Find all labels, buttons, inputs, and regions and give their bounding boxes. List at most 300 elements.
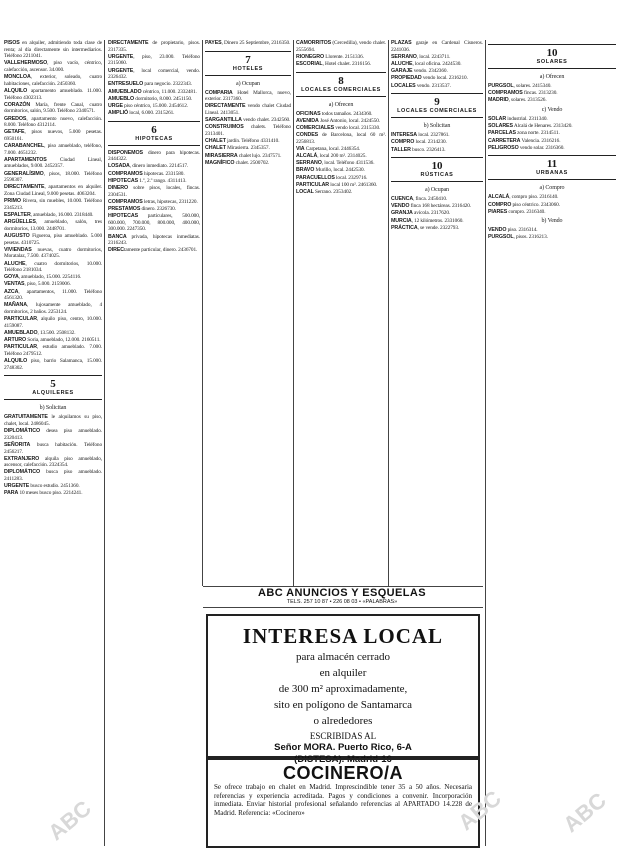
ad-text: busca habitación. Teléfono 2456217. — [4, 441, 102, 455]
column-divider — [388, 40, 389, 586]
ad-body: Se ofrece trabajo en chalet en Madrid. Imprescindible tener 35 a 50 años. Necesaria referencias y experiencia acreditada. Pagos y condiciones a convenir. Incorporación inmediata. Enviar historial profesional señalando referencias al APARTADO 14.228 de Madrid. Referencia: «Cocinero» — [214, 783, 472, 817]
classified-ad — [391, 203, 483, 210]
ad-lead: LOCAL — [296, 189, 314, 196]
section-title: RÚSTICAS — [420, 172, 454, 179]
classified-ad — [4, 469, 102, 482]
ad-lead: PAYÉS — [205, 40, 222, 46]
ad-text: todos tamaños. 2434360. — [320, 110, 373, 117]
ad-lead: CHALET — [205, 138, 226, 145]
ad-lead: PARA — [4, 490, 19, 497]
ad-lead: VENDO — [391, 203, 410, 210]
ad-lead: HIPOTECAS — [108, 213, 139, 220]
ad-text: local, 6.000. 2315261. — [128, 110, 175, 117]
ad-lead: PURGSOL — [488, 83, 514, 89]
ad-text: María, frente Canal, cuatro dormitorios, salón, 9.500. Teléfono 2340571. — [4, 101, 102, 115]
ad-text: privada, hipotecas inmediatas. 2316243. — [108, 233, 200, 247]
ad-text: , apartamentos, 11.000. Teléfono 4561320. — [4, 288, 102, 302]
ad-lead: PURGSOL — [488, 234, 514, 241]
classified-ad — [205, 40, 291, 47]
ad-lead: COMERCIALES — [296, 124, 335, 131]
ad-text: , amueblado, 16.000. 2318440. — [30, 211, 94, 218]
ad-text: Murillo, local. 2442530. — [314, 167, 365, 174]
classified-ad — [4, 456, 102, 469]
classified-ad — [4, 428, 102, 441]
column-6 — [488, 40, 616, 846]
classified-ad — [391, 225, 483, 232]
ad-text: industrial. 2311340. — [506, 115, 548, 122]
classified-ad — [205, 90, 291, 103]
classified-ad — [296, 182, 386, 189]
classified-ad — [296, 132, 386, 145]
classified-ad — [391, 75, 483, 82]
classified-ad — [4, 88, 102, 101]
classified-ad — [108, 213, 200, 233]
ad-lead: PRIMO — [4, 198, 21, 205]
ad-lead: DIPLOMÁTICO — [4, 469, 40, 476]
ad-lead: ARTURO — [4, 337, 27, 344]
ad-lead: COMPRAMOS — [108, 198, 143, 205]
column-2 — [108, 40, 200, 586]
ad-lead: PRÁCTICA — [391, 224, 418, 231]
classified-ad — [488, 97, 616, 104]
ad-lead: MONCLOA — [4, 74, 31, 81]
ad-text: garaje en Cardenal Cisneros. 2241036. — [391, 40, 483, 53]
classified-ad — [108, 163, 200, 170]
ad-lead: GARAJE — [391, 68, 413, 75]
ad-lead: PARTICULAR — [4, 344, 38, 351]
ad-interesa-local — [206, 614, 480, 765]
classified-ad — [391, 196, 483, 203]
ad-text: dinero para hipotecas. 2444322. — [108, 149, 200, 163]
section-number: 9 — [434, 96, 440, 109]
ad-lead: DIRECTAMENTE — [205, 103, 246, 110]
ad-lead: CARRETERA — [488, 137, 521, 144]
classified-ad — [205, 160, 291, 167]
classified-ad — [391, 83, 483, 90]
section-subheading: a) Ofrecen — [539, 74, 565, 80]
section-title: LOCALES COMERCIALES — [301, 86, 381, 93]
ad-lead: PRESTAMOS — [108, 206, 141, 212]
ad-text: zona norte. 2314511. — [515, 130, 560, 137]
ad-text: busca piso amueblado. 2411283. — [4, 469, 102, 483]
ad-lead: EXTRANJERO — [4, 455, 40, 462]
ad-line: en alquiler — [319, 667, 367, 679]
classified-ad — [296, 40, 386, 53]
classified-ad — [391, 54, 483, 61]
ad-text: para negocio. 2322343. — [143, 81, 192, 88]
classified-ad — [108, 103, 200, 110]
ad-text: , amueblado, 15.000. 2254116. — [18, 274, 82, 281]
ad-text: chalets. Teléfono 2313401. — [205, 124, 291, 137]
classified-ad — [488, 234, 616, 241]
ad-text: piso. 2316314. — [506, 227, 538, 234]
ad-text: busco estudio. 2451360. — [29, 483, 80, 490]
classified-ad — [296, 125, 386, 132]
ad-lead: BANCA — [108, 233, 127, 240]
classified-ad — [4, 60, 102, 73]
classified-ad — [4, 261, 102, 274]
ad-text: dormitorio, 8.000. 2451150. — [134, 95, 193, 102]
ad-lead: ALUCHE — [391, 60, 413, 67]
classified-ad — [4, 233, 102, 246]
ad-text: Ciudad Lineal, amueblados, 9.000. 2452357. — [4, 156, 102, 170]
ad-lead: COMPARIA — [205, 89, 233, 96]
classified-ad — [108, 199, 200, 206]
ad-text: Rivera, sin muebles, 10.000. Teléfono 2345213. — [4, 198, 102, 211]
classified-ad — [108, 185, 200, 198]
ad-lead: VIVIENDAS — [4, 246, 32, 253]
ad-line: de 300 m² aproximadamente, — [278, 683, 408, 695]
ad-text: , local comercial, vendo. 2326432. — [108, 67, 200, 81]
ad-text: piso, barrio Salamanca, 15.000. 2748302. — [4, 358, 102, 371]
ad-text: , compro piso. 2316140. — [509, 194, 559, 201]
section-number: 10 — [431, 160, 443, 173]
ad-text: desea piso amueblado. 2320413. — [4, 428, 102, 441]
classified-ad — [4, 198, 102, 211]
ad-lead: PARTICULAR — [4, 316, 38, 323]
classified-ad — [391, 147, 483, 154]
ad-text: , pisos. 2316213. — [513, 234, 548, 241]
classified-ad — [488, 209, 616, 216]
ad-text: , se vende. 2322793. — [417, 224, 460, 231]
ad-text: 10 meses busco piso. 2214241. — [18, 490, 83, 497]
ad-contact: Señor MORA. Puerto Rico, 6-A — [274, 742, 412, 753]
classified-ad — [4, 116, 102, 129]
ad-line: sito en polígono de Santamarca — [273, 699, 413, 711]
ad-text: , finca. 2450410. — [413, 196, 448, 203]
ad-lead: SARGANTILLA — [205, 117, 242, 124]
ad-text: finca 168 hectáreas. 2316420. — [409, 203, 472, 210]
ad-text: letras, hipotecas, 2311220. — [142, 198, 198, 205]
classified-ad — [4, 74, 102, 87]
classified-ad — [391, 40, 483, 53]
ad-lead: SOLARES — [488, 123, 513, 130]
ad-lead: MADRID — [488, 97, 509, 104]
section-subheading: c) Vendo — [541, 106, 563, 113]
ad-text: , pisos, 18.000. Teléfono 2598307. — [4, 170, 102, 184]
ad-text: local. 2327861. — [416, 132, 450, 139]
classified-ad — [296, 160, 386, 167]
section-subheading: a) Ocupan — [236, 80, 260, 87]
ad-text: vendo local. 2316210. — [421, 75, 468, 82]
ad-text: chalet lujo. 2347571. — [237, 152, 282, 159]
ad-lead: DIPLOMÁTICO — [4, 428, 40, 435]
ad-lead: ARGÜELLES — [4, 219, 36, 226]
classified-ad — [108, 150, 200, 163]
ad-lead: GREDOS — [4, 115, 27, 122]
ad-text: piso céntrico. 2343060. — [511, 201, 560, 208]
banner-title: ABC ANUNCIOS Y ESQUELAS — [258, 587, 426, 599]
classified-ad — [108, 40, 200, 53]
ad-lead: CARABANCHEL — [4, 143, 45, 150]
ad-text: vendo chalet Ciudad Lineal. 2413051. — [205, 103, 291, 116]
ad-text: , estudio amueblado. 7.000. Teléfono 2479512. — [4, 344, 102, 357]
section-subheading: a) Ofrecen — [328, 101, 354, 108]
ad-lead: CORAZÓN — [4, 101, 31, 108]
section-number: 10 — [546, 47, 558, 59]
ad-lead: AMUEBLO — [108, 95, 135, 102]
ad-lead: PROPIEDAD — [391, 75, 422, 82]
ad-lead: SERRANO — [296, 160, 322, 167]
ad-lead: URGE — [108, 102, 123, 109]
classified-ad — [488, 202, 616, 209]
section-number: 6 — [151, 123, 157, 136]
ad-lead: AMPLIÓ — [108, 110, 128, 117]
ad-text: , 12 kilómetros. 2331060. — [411, 217, 464, 224]
ad-lead: PLAZAS — [391, 40, 412, 46]
ad-text: José Antonio, local. 2424550. — [318, 117, 381, 124]
ad-text: , local 200 m². 2314025. — [317, 153, 367, 160]
ad-text: Mirasierra. 2345357. — [225, 145, 270, 152]
ad-lead: AUGUSTO — [4, 232, 30, 239]
ad-text: local. 2329716. — [334, 174, 368, 181]
section-subheading: a) Compro — [539, 185, 565, 192]
classified-ad — [488, 130, 616, 137]
classified-ad — [205, 153, 291, 160]
ad-text: dinero. 2326730. — [140, 206, 176, 212]
classified-ad — [4, 442, 102, 455]
ad-lead: COMPRO — [391, 139, 415, 146]
classified-ad — [108, 54, 200, 67]
column-divider — [293, 40, 294, 586]
ad-lead: MAÑANA — [4, 302, 27, 309]
ad-text: , piso vacío, céntrico, calefacción, ascensor. 34.000. — [4, 60, 102, 73]
section-number: 11 — [546, 158, 558, 171]
classified-ad — [4, 414, 102, 427]
classified-ad — [108, 247, 200, 254]
classified-ad — [4, 483, 102, 490]
ad-text: hipotecas. 2331580. — [142, 170, 185, 177]
section-header — [296, 72, 386, 97]
ad-text: , piso, 5.000. 2159006. — [24, 281, 71, 288]
ad-lead: TALLER — [391, 146, 411, 153]
watermark: ABC — [558, 787, 611, 838]
ad-text: vendo chalet. 2342560. — [241, 117, 291, 124]
classified-ad — [4, 302, 102, 315]
classified-ad — [488, 83, 616, 90]
ad-lead: DIREC — [108, 247, 124, 254]
ad-lead: SEÑORITA — [4, 441, 31, 448]
ad-lead: COMPRO — [488, 201, 512, 208]
classified-ad — [488, 145, 616, 152]
section-header — [4, 375, 102, 400]
ad-text: Llorente. 2151336. — [324, 53, 364, 60]
ad-lead: APARTAMENTOS — [4, 156, 47, 163]
section-title: HIPOTECAS — [135, 135, 173, 142]
section-title: URBANAS — [536, 170, 568, 177]
classified-ad — [108, 206, 200, 213]
classified-ad — [391, 132, 483, 139]
classified-ad — [296, 175, 386, 182]
ad-text: sobre pisos, locales, fincas. 2304531. — [108, 185, 200, 198]
ad-line: para almacén cerrado — [295, 651, 391, 663]
ad-lead: VIA — [296, 145, 305, 152]
classified-ad — [296, 118, 386, 125]
classified-ad — [4, 281, 102, 288]
ad-lead: AVENIDA — [296, 117, 319, 124]
classified-ad — [4, 289, 102, 302]
classified-ad — [205, 117, 291, 124]
column-4 — [296, 40, 386, 586]
classified-ad — [205, 138, 291, 145]
classified-ad — [296, 111, 386, 118]
classified-ad — [4, 337, 102, 344]
ad-text: , local oficina. 2424530. — [412, 60, 462, 67]
ad-text: de propietario, pisos. 2317335. — [108, 40, 200, 53]
ad-text: , solares. 2415340. — [513, 83, 552, 89]
ad-text: local. 2314230. — [414, 139, 447, 146]
ad-text: le alquilamos su piso, chalet, local. 2486045. — [4, 414, 102, 427]
ad-title: INTERESA LOCAL — [242, 624, 444, 648]
classified-ad — [205, 103, 291, 116]
ad-text: , amueblado, salón, tres dormitorios, 13.000. 2448701. — [4, 219, 102, 232]
section-title: SOLARES — [536, 59, 568, 65]
section-title: LOCALES COMERCIALES — [397, 108, 477, 115]
ad-text: , pisos nuevos, 5.000 pesetas. 6950161. — [4, 129, 102, 142]
classified-ad — [4, 330, 102, 337]
ad-lead: OFICINAS — [296, 110, 321, 117]
ad-lead: ESCORIAL — [296, 60, 323, 67]
classified-ad — [391, 139, 483, 146]
ad-text: , Dinero 25 Septiembre, 2316350. — [221, 40, 291, 46]
ad-text: Figueroa, piso amueblado. 5.000 pesetas. 4310725. — [4, 232, 102, 246]
ad-text: , exterior, soleado, cuatro habitaciones, calefacción. 2450360. — [4, 74, 102, 87]
classified-ad — [4, 157, 102, 170]
classified-ad — [205, 145, 291, 152]
ad-contact: (DISTESA). Madrid-16 — [294, 754, 392, 765]
classified-ad — [4, 171, 102, 184]
ad-lead: PARCELAS — [488, 130, 516, 137]
ad-text: céntrico, 11.000. 2332481. — [141, 88, 197, 95]
ad-lead: PIARES — [488, 208, 508, 215]
ad-text: , local. Teléfono 4311536. — [321, 160, 375, 167]
classified-ad — [108, 89, 200, 96]
ad-text: chalet. 2500702. — [234, 159, 270, 166]
classified-ad — [205, 124, 291, 137]
watermark: ABC — [453, 785, 506, 836]
section-subheading: a) Ocupan — [425, 187, 449, 194]
classified-ad — [4, 143, 102, 156]
ad-text: particulares, 500.000, 600.000, 700.000, 800.000, 400.000, 300.000. 2247350. — [108, 213, 200, 233]
classified-ad — [4, 490, 102, 497]
ad-text: , dinero inmediato. 2214517. — [129, 163, 189, 170]
ad-lead: MIRASIERRA — [205, 152, 238, 159]
ad-lead: GENERALÍSIMO — [4, 170, 44, 177]
classified-ad — [391, 218, 483, 225]
ad-text: , solares. 2313526. — [508, 97, 547, 104]
classified-ad — [108, 96, 200, 103]
ad-lead: DIRECTAMENTE — [4, 184, 45, 191]
ad-lead: COMPRAMOS — [488, 90, 523, 97]
ad-lead: ENTRESUELO — [108, 81, 144, 88]
section-number: 8 — [338, 74, 344, 87]
abc-banner — [203, 587, 481, 605]
section-title: HOTELES — [232, 65, 264, 72]
ad-text: , alquilo piso, centro, 10.000. 4159087. — [4, 316, 102, 329]
ad-text: vendo local. 2315330. — [334, 124, 381, 131]
ad-lead: AMUEBLADO — [108, 88, 142, 95]
ad-lead: ALUCHE — [4, 260, 26, 267]
ad-lead: URGENTE — [108, 67, 134, 74]
classified-ad — [391, 210, 483, 217]
classified-ad — [4, 219, 102, 232]
section-number: 5 — [50, 378, 56, 391]
classified-ad — [108, 178, 200, 185]
ad-lead: MURCIA — [391, 217, 412, 224]
ad-text: alquila piso amueblado, ascensor, calefacción. 2324354. — [4, 455, 102, 469]
ad-lead: PELIGROSO — [488, 144, 519, 151]
classified-ad — [391, 61, 483, 68]
ad-text: piso céntrico, 15.000. 2454612. — [122, 102, 188, 109]
ad-lead: CUENCA — [391, 196, 414, 203]
section-number: 7 — [245, 53, 251, 66]
classified-ad — [4, 344, 102, 357]
ad-lead: VENTAS — [4, 281, 25, 288]
ad-text: de Barcelona, local 60 m². 2256813. — [296, 132, 386, 145]
column-divider — [104, 40, 105, 846]
section-header — [488, 44, 616, 69]
ad-line: ESCRIBIDAS AL — [309, 731, 377, 741]
ad-text: compro. 2316340. — [507, 208, 546, 215]
classified-ad — [296, 167, 386, 174]
ad-lead: CAMORRITOS — [296, 40, 332, 46]
ad-lead: ALCALÁ — [296, 153, 318, 160]
ad-lead: RIONEGRO — [296, 53, 325, 60]
ad-lead: URGENTE — [108, 53, 134, 60]
ad-text: Carpetana, local. 2446354. — [304, 145, 361, 152]
banner-phones: TELS. 257 10 87 • 226 08 03 • «PALABRAS» — [286, 599, 398, 605]
ad-lead: ALCALÁ — [488, 194, 510, 201]
classified-ad — [488, 116, 616, 123]
ad-text: , piso amueblado, teléfono, 7.000. 4651232. — [4, 143, 102, 156]
classified-ad — [108, 68, 200, 81]
ad-text: , local. 2243711. — [416, 53, 451, 60]
ad-text: , 13.500. 2508132. — [37, 330, 76, 336]
ad-lead: AMUEBLADO — [4, 330, 38, 336]
watermark: ABC — [43, 795, 96, 846]
ad-lead: CONDES — [296, 132, 319, 139]
ad-lead: ESPALTER — [4, 211, 31, 218]
section-subheading: b) Solicitan — [423, 123, 451, 130]
ad-lead: URGENTE — [4, 483, 30, 490]
ad-lead: GRATUITAMENTE — [4, 414, 48, 421]
ad-cocinero — [206, 758, 480, 848]
ad-text: Hotel Mallorca, nuevo, exterior. 2317360. — [205, 89, 291, 103]
ad-text: , lujosamente amueblado, 4 dormitorios, 2 baños. 2253124. — [4, 302, 102, 316]
ad-text: tamente particular, dinero. 2436701. — [123, 247, 198, 254]
classified-ad — [108, 110, 200, 117]
ad-lead: PISOS — [4, 40, 20, 46]
ad-lead: VENDO — [488, 227, 507, 234]
classified-ad — [296, 153, 386, 160]
section-title: ALQUILERES — [32, 390, 74, 397]
ad-text: vendo solar. 2316360. — [518, 144, 565, 151]
column-1 — [4, 40, 102, 846]
classified-ad — [4, 274, 102, 281]
ad-text: vendo. 2313537. — [415, 82, 451, 89]
classified-ad — [488, 90, 616, 97]
ad-text: nuevas, cuatro dormitorios, Moratalaz, 7.500. 4374025. — [4, 246, 102, 260]
ad-lead: HIPOTECAS — [108, 177, 139, 184]
ad-text: , apartamentos en alquiler. Zona Ciudad Lineal, 9.000 pesetas. 4063204. — [4, 184, 102, 197]
ad-lead: LOCALES — [391, 82, 416, 89]
classified-ad — [4, 247, 102, 260]
classified-ad — [4, 358, 102, 371]
classified-ad — [4, 40, 102, 60]
ad-text: , Hotel chalet. 2316156. — [322, 60, 372, 67]
classified-ad — [488, 194, 616, 201]
ad-text: fincas. 2313230. — [522, 90, 558, 97]
